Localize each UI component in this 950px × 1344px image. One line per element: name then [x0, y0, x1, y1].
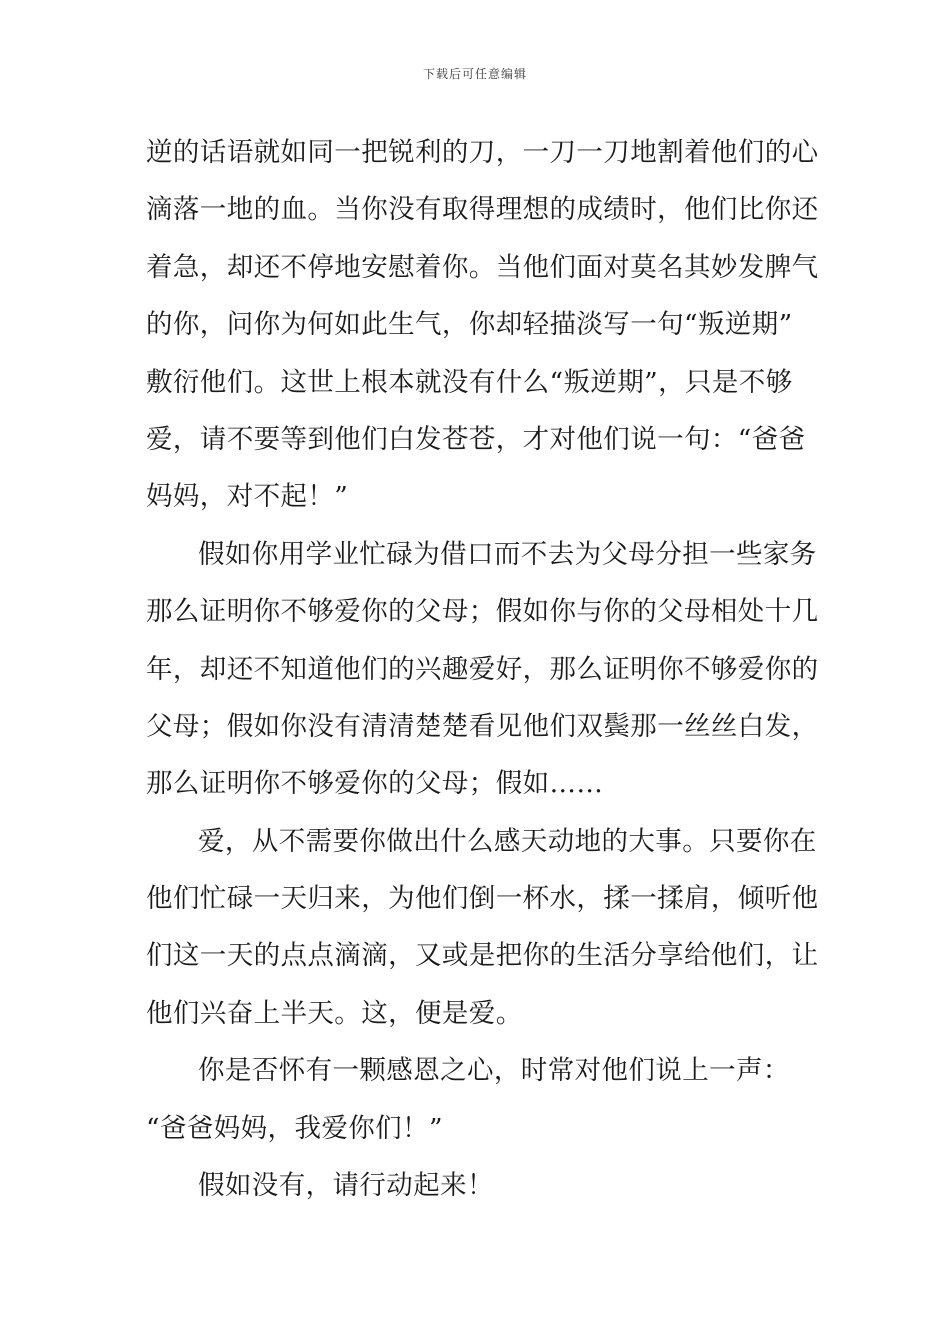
text-line: 滴落一地的血。当你没有取得理想的成绩时，他们比你还: [146, 194, 819, 226]
text-line: 他们忙碌一天归来，为他们倒一杯水，揉一揉肩，倾听他: [146, 883, 819, 915]
paragraph-start-line: 你是否怀有一颗感恩之心，时常对他们说上一声：: [198, 1055, 790, 1087]
paragraph-start-line: 爱，从不需要你做出什么感天动地的大事。只要你在: [198, 825, 817, 857]
paragraph-start-line: 假如没有，请行动起来！: [198, 1170, 494, 1202]
text-line: 逆的话语就如同一把锐利的刀，一刀一刀地割着他们的心: [146, 137, 819, 168]
text-line: 爱，请不要等到他们白发苍苍，才对他们说一句：“爸爸: [146, 423, 806, 455]
text-line: 父母；假如你没有清清楚楚看见他们双鬓那一丝丝白发，: [146, 710, 819, 742]
text-line: 年，却还不知道他们的兴趣爱好，那么证明你不够爱你的: [146, 653, 819, 685]
text-line: 们这一天的点点滴滴，又或是把你的生活分享给他们，让: [146, 940, 819, 972]
text-line: 他们兴奋上半天。这，便是爱。: [146, 997, 523, 1029]
document-body: [146, 124, 819, 1214]
text-line: 那么证明你不够爱你的父母；假如你与你的父母相处十几: [146, 596, 819, 628]
text-line: 敷衍他们。这世上根本就没有什么“叛逆期”，只是不够: [146, 366, 793, 398]
text-line: 那么证明你不够爱你的父母；假如……: [146, 768, 604, 800]
text-line: 的你，问你为何如此生气，你却轻描淡写一句“叛逆期”: [146, 309, 793, 341]
paragraph-start-line: 假如你用学业忙碌为借口而不去为父母分担一些家务: [198, 538, 817, 570]
text-line: 着急，却还不停地安慰着你。当他们面对莫名其妙发脾气: [146, 251, 819, 283]
page-header: 下载后可任意编辑: [422, 67, 527, 81]
text-line: “爸爸妈妈，我爱你们！”: [146, 1112, 443, 1144]
text-line: 妈妈，对不起！”: [146, 481, 349, 513]
